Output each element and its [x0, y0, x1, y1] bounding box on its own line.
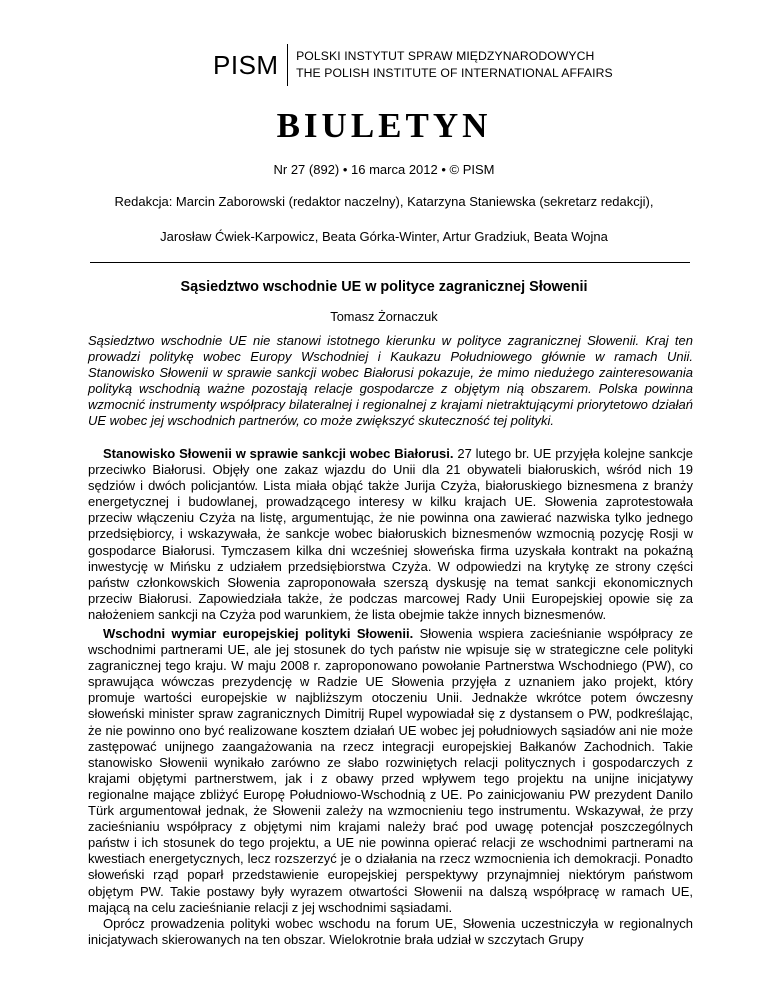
org-name-english: THE POLISH INSTITUTE OF INTERNATIONAL AFFAIRS — [296, 66, 613, 80]
logo-mark: PISM — [213, 50, 279, 80]
org-name-polish: POLSKI INSTYTUT SPRAW MIĘDZYNARODOWYCH — [296, 49, 595, 63]
paragraph-lead: Stanowisko Słowenii w sprawie sankcji wobec Białorusi. — [103, 446, 454, 461]
body-section-2 — [88, 626, 693, 948]
logo-divider — [287, 44, 289, 86]
paragraph-text: Oprócz prowadzenia polityki wobec wschodu na forum UE, Słowenia uczestniczyła w regionalnych inicjatywach skierowanych na ten obszar. Wielokrotnie brała udział w szczytach Grupy — [88, 915, 693, 947]
paragraph — [88, 626, 693, 916]
paragraph-lead: Wschodni wymiar europejskiej polityki Słowenii. — [103, 626, 414, 641]
editors-line-1: Redakcja: Marcin Zaborowski (redaktor naczelny), Katarzyna Staniewska (sekretarz redakcji), — [114, 194, 654, 209]
body-section-1 — [88, 446, 693, 623]
paragraph — [88, 446, 693, 623]
header-divider — [90, 262, 690, 263]
logo-text — [296, 48, 613, 82]
paragraph — [88, 916, 693, 948]
paragraph-text: Słowenia wspiera zacieśnianie współpracy ze wschodnimi partnerami UE, ale jej stosunek do tych państw nie wpisuje się w strategiczne cele polityki zagranicznej tego kraju. W maju 2008 r. zaproponowano powołanie Partnerstwa Wschodniego (PW), co sprawująca wówczas prezydencję w Radzie UE Słowenia przyjęła z uznaniem jako projekt, który promuje wartości europejskie w najbliższym otoczeniu Unii. Jednakże wkrótce potem ówczesny słoweński minister spraw zagranicznych Dimitrij Rupel wypowiadał się z dystansem o PW, podkreślając, że nie powinno ono być realizowane kosztem działań UE wobec jej południowych sąsiadów ani nie może zastępować unijnego zaangażowania na rzecz integracji europejskiej Bałkanów Zachodnich. Takie stanowisko Słowenii wynikało zarówno ze słabo rozwiniętych relacji politycznych i gospodarczych z krajami objętymi partnerstwem, jak i z obawy przed wpływem tego projektu na unijne inicjatywy regionalne mające zbliżyć Europę Południowo-Wschodnią z UE. Po zainicjowaniu PW prezydent Danilo Türk argumentował jednak, że Słowenii zależy na wzmocnieniu tego instrumentu. Wskazywał, że przy zacieśnianiu współpracy z objętymi nim krajami należy brać pod uwagę potencjał poszczególnych państw i ich stosunek do tego projektu, a UE nie powinna opierać relacji ze wschodnimi partnerami na kwestiach energetycznych, lecz rozszerzyć je o działania na rzecz wzmocnienia ich demokracji. Ponadto słoweński rząd poparł przedstawienie europejskiej perspektywy przynajmniej niektórym państwom objętym PW. Takie postawy były wyrazem otwartości Słowenii na dalszą współpracę w ramach UE, mającą na celu zacieśnianie relacji z jej wschodnimi sąsiadami. — [88, 626, 693, 915]
article-abstract: Sąsiedztwo wschodnie UE nie stanowi istotnego kierunku w polityce zagranicznej Słowenii. Kraj ten prowadzi politykę wobec Europy Wschodniej i Kaukazu Południowego głównie w ramach Unii. Stanowisko Słowenii w sprawie sankcji wobec Białorusi pokazuje, że mimo niedużego zainteresowania polityką wschodnią ważne pozostają relacje gospodarcze z objętym nią obszarem. Polska powinna wzmocnić instrumenty współpracy bilateralnej i regionalnej z krajami nietraktującymi priorytetowo działań UE wobec jej wschodnich partnerów, co może zwiększyć skuteczność tej polityki. — [88, 333, 693, 429]
article-headline: Sąsiedztwo wschodnie UE w polityce zagranicznej Słowenii — [180, 279, 588, 295]
editors-line-2: Jarosław Ćwiek-Karpowicz, Beata Górka-Winter, Artur Gradziuk, Beata Wojna — [160, 229, 608, 244]
bulletin-title: BIULETYN — [276, 106, 492, 145]
article-author: Tomasz Żornaczuk — [330, 309, 438, 324]
pism-logo — [213, 43, 613, 87]
issue-meta: Nr 27 (892) • 16 marca 2012 • © PISM — [273, 162, 495, 177]
paragraph-text: 27 lutego br. UE przyjęła kolejne sankcje przeciwko Białorusi. Objęły one zakaz wjazdu do Unii dla 21 obywateli białoruskich, wśród nich 19 sędziów i dwóch policjantów. Lista miała objąć także Jurija Czyża, białoruskiego biznesmena z branży energetycznej i budowlanej, prowadzącego interesy w kilku krajach UE. Słowenia zaprotestowała przeciw włączeniu Czyża na listę, argumentując, że nie powinna ona zawierać nazwiska tylko jednego przedsiębiorcy, i wskazywała, że sankcje wobec białoruskich biznesmenów wzmocnią pozycję Rosji w gospodarce Białorusi. Tymczasem kilka dni wcześniej słoweńska firma uzyskała kontrakt na pokaźną inwestycję w Mińsku z udziałem przedsiębiorstwa Czyża. W odpowiedzi na krytykę ze strony części państw członkowskich Słowenia zaproponowała szerszą dyskusję na temat sankcji ekonomicznych przeciw Białorusi. Zapowiedziała także, że podczas marcowej Rady Unii Europejskiej opowie się za nałożeniem sankcji na Czyża pod warunkiem, że lista obejmie także innych biznesmenów. — [88, 446, 693, 622]
